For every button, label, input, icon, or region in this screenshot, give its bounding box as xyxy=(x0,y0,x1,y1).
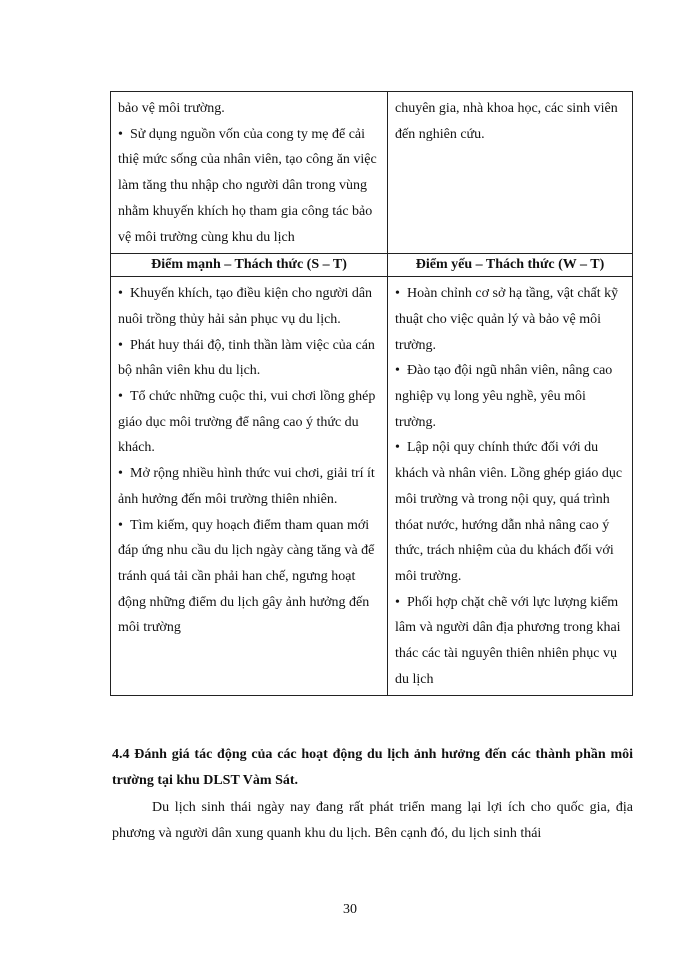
table-header-row xyxy=(111,254,633,277)
bullet-icon: • xyxy=(118,466,123,482)
item-text: Phát huy thái độ, tinh thần làm việc của cán bộ nhân viên khu du lịch. xyxy=(118,337,375,379)
item-text: Lập nội quy chính thức đối với du khách và nhân viên. Lồng ghép giáo dục môi trường và trong nội quy, quá trình thóat nước, hướng dẫn nhả nâng cao ý thức, trách nhiệm của du khách đối với môi trường. xyxy=(395,440,623,584)
item-text: Mở rộng nhiều hình thức vui chơi, giải trí ít ảnh hưởng đến môi trường thiên nhiên. xyxy=(118,466,375,507)
top-right-cell xyxy=(388,92,633,254)
bullet-icon: • xyxy=(118,126,123,142)
list-item xyxy=(395,590,625,693)
item-text: Tổ chức những cuộc thi, vui chơi lồng ghép giáo dục môi trường để nâng cao ý thức du khách. xyxy=(118,389,376,456)
item-text: Đào tạo đội ngũ nhân viên, nâng cao nghiệp vụ long yêu nghề, yêu môi trường. xyxy=(395,363,613,430)
item-text: Sử dụng nguồn vốn của cong ty mẹ để cải thiệ mức sống của nhân viên, tạo công ăn việc làm tăng thu nhập cho người dân trong vùng nhằm khuyến khích họ tham gia công tác bảo vệ môi trường cùng khu du lịch xyxy=(118,126,377,245)
bullet-icon: • xyxy=(118,517,123,533)
list-item xyxy=(118,461,380,512)
list-item xyxy=(395,281,625,358)
section-heading: 4.4 Đánh giá tác động của các hoạt động du lịch ảnh hưởng đến các thành phần môi trường tại khu DLST Vàm Sát. xyxy=(112,747,633,788)
body-paragraph: Du lịch sinh thái ngày nay đang rất phát triển mang lại lợi ích cho quốc gia, địa phương và người dân xung quanh khu du lịch. Bên cạnh đó, du lịch sinh thái xyxy=(112,800,633,841)
swot-table xyxy=(110,91,633,696)
list-item xyxy=(395,358,625,435)
item-text: chuyên gia, nhà khoa học, các sinh viên đến nghiên cứu. xyxy=(395,101,618,142)
table-row xyxy=(111,92,633,254)
list-item xyxy=(118,96,380,122)
list-item xyxy=(118,384,380,461)
bullet-icon: • xyxy=(395,440,400,456)
table-row xyxy=(111,277,633,696)
bullet-icon: • xyxy=(395,594,400,610)
bullet-icon: • xyxy=(118,286,123,302)
bullet-icon: • xyxy=(118,337,123,353)
list-item xyxy=(118,513,380,642)
item-text: Khuyến khích, tạo điều kiện cho người dân nuôi trồng thủy hải sản phục vụ du lịch. xyxy=(118,286,373,327)
wt-header: Điểm yếu – Thách thức (W – T) xyxy=(388,254,633,277)
list-item xyxy=(118,333,380,384)
list-item xyxy=(118,122,380,251)
item-text: Hoàn chỉnh cơ sở hạ tầng, vật chất kỹ thuật cho việc quản lý và bảo vệ môi trường. xyxy=(395,286,619,353)
wt-cell xyxy=(388,277,633,696)
item-text: bảo vệ môi trường. xyxy=(118,101,225,116)
list-item xyxy=(395,435,625,589)
bullet-icon: • xyxy=(395,286,400,302)
item-text: Phối hợp chặt chẽ với lực lượng kiểm lâm và người dân địa phương trong khai thác các tài nguyên thiên nhiên phục vụ du lịch xyxy=(395,594,621,687)
bullet-icon: • xyxy=(395,363,400,379)
st-cell xyxy=(111,277,388,696)
page-number: 30 xyxy=(343,902,357,917)
bullet-icon: • xyxy=(118,389,123,405)
list-item xyxy=(395,96,625,147)
st-header: Điểm mạnh – Thách thức (S – T) xyxy=(111,254,388,277)
item-text: Tìm kiếm, quy hoạch điểm tham quan mới đáp ứng nhu cầu du lịch ngày càng tăng và để tránh quá tải cần phải han chế, ngưng hoạt động những điểm du lịch gây ảnh hưởng đến môi trường xyxy=(118,517,375,636)
list-item xyxy=(118,281,380,332)
top-left-cell xyxy=(111,92,388,254)
